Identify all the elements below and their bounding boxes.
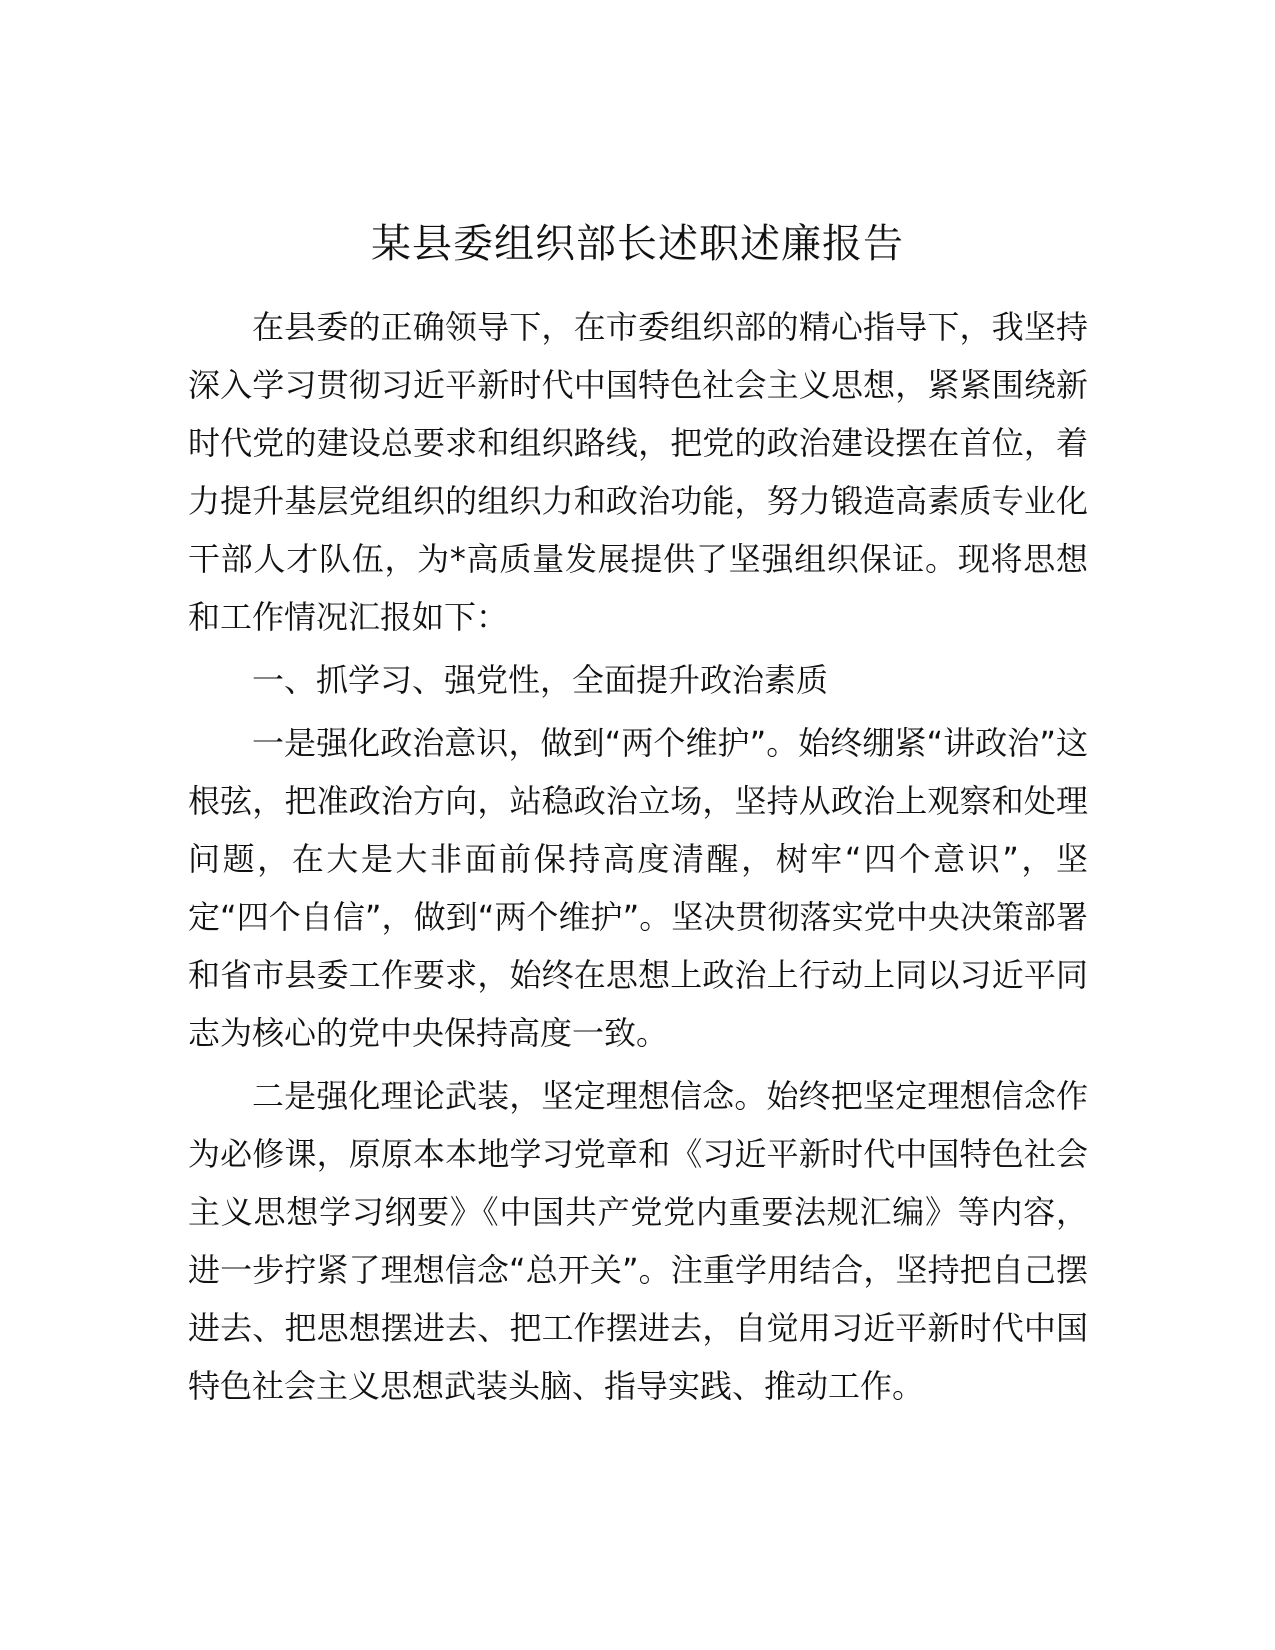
document-body <box>188 298 1088 1415</box>
paragraph-intro: 在县委的正确领导下，在市委组织部的精心指导下，我坚持深入学习贯彻习近平新时代中国特色社会主义思想，紧紧围绕新时代党的建设总要求和组织路线，把党的政治建设摆在首位，着力提升基层党组织的组织力和政治功能，努力锻造高素质专业化干部人才队伍，为*高质量发展提供了坚强组织保证。现将思想和工作情况汇报如下： <box>188 308 1088 636</box>
paragraph-theory-study: 二是强化理论武装，坚定理想信念。始终把坚定理想信念作为必修课，原原本本地学习党章和《习近平新时代中国特色社会主义思想学习纲要》《中国共产党党内重要法规汇编》等内容，进一步拧紧了理想信念“总开关”。注重学用结合，坚持把自己摆进去、把思想摆进去、把工作摆进去，自觉用习近平新时代中国特色社会主义思想武装头脑、指导实践、推动工作。 <box>188 1077 1088 1405</box>
paragraph-political-awareness: 一是强化政治意识，做到“两个维护”。始终绷紧“讲政治”这根弦，把准政治方向，站稳政治立场，坚持从政治上观察和处理问题，在大是大非面前保持高度清醒，树牢“四个意识”，坚定“四个自信”，做到“两个维护”。坚决贯彻落实党中央决策部署和省市县委工作要求，始终在思想上政治上行动上同以习近平同志为核心的党中央保持高度一致。 <box>188 724 1088 1052</box>
section-heading-1: 一、抓学习、强党性，全面提升政治素质 <box>252 661 829 699</box>
document-title: 某县委组织部长述职述廉报告 <box>371 221 904 267</box>
